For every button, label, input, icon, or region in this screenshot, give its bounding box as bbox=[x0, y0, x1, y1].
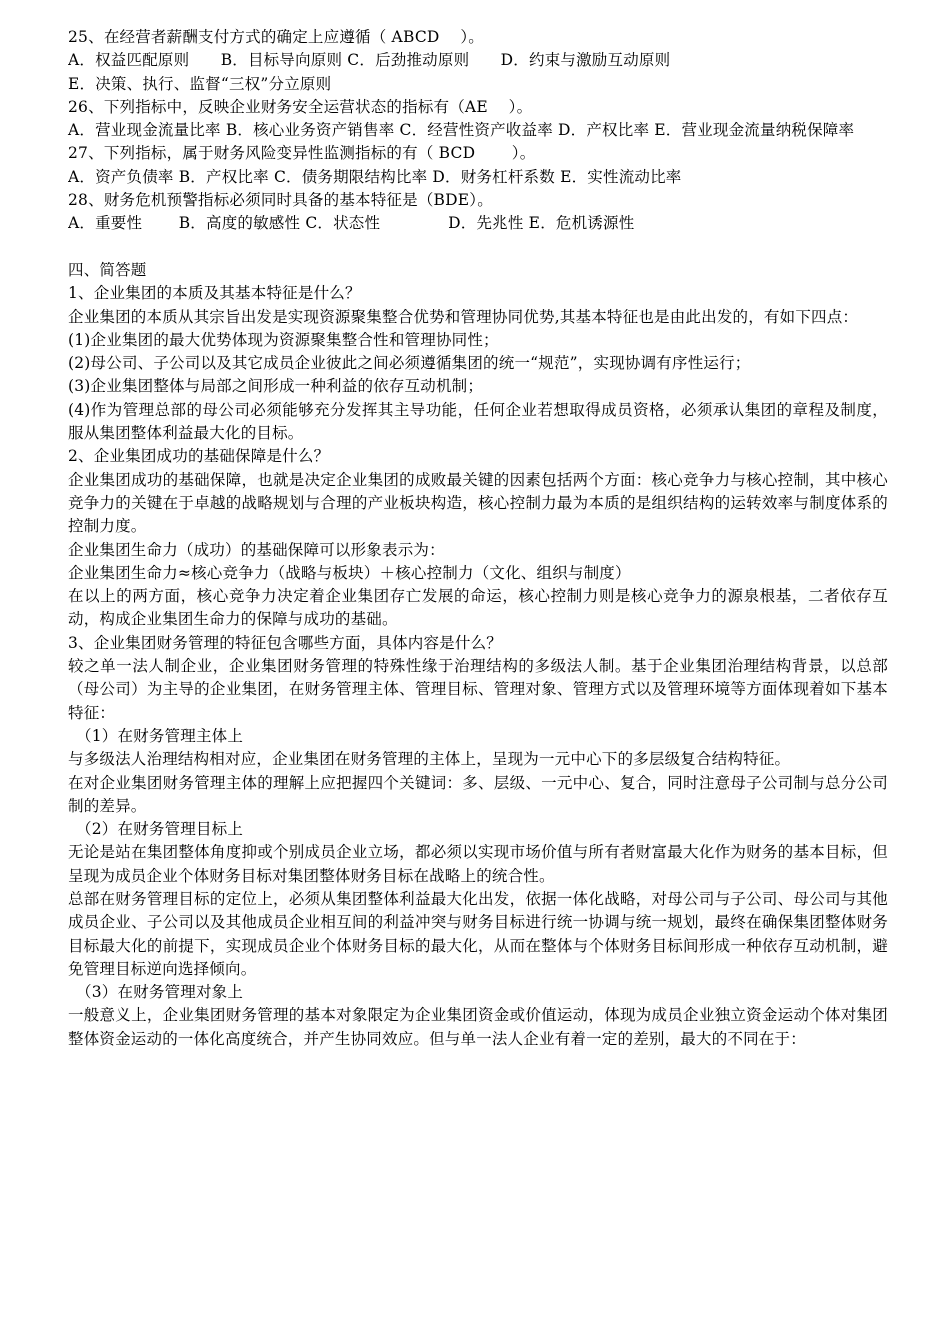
short-question-3: 3、企业集团财务管理的特征包含哪些方面，具体内容是什么？ bbox=[68, 633, 502, 652]
answer-3-heading-3: （3）在财务管理对象上 bbox=[76, 983, 244, 1002]
question-25-option-e: E．决策、执行、监督“三权”分立原则 bbox=[68, 74, 332, 93]
answer-2-para-2: 企业集团生命力（成功）的基础保障可以形象表示为： bbox=[68, 540, 445, 559]
question-28: 28、财务危机预警指标必须同时具备的基本特征是（BDE）。 bbox=[68, 191, 493, 210]
answer-1-intro: 企业集团的本质从其宗旨出发是实现资源聚集整合优势和管理协同优势,其基本特征也是由此出发的，有如下四点： bbox=[68, 307, 859, 326]
short-question-1: 1、企业集团的本质及其基本特征是什么？ bbox=[68, 284, 361, 303]
question-26-options: A．营业现金流量比率 B．核心业务资产销售率 C．经营性资产收益率 D．产权比率 E．营业现金流量纳税保障率 bbox=[68, 121, 855, 140]
question-28-options: A．重要性 B．高度的敏感性 C．状态性 D．先兆性 E．危机诱源性 bbox=[68, 214, 635, 233]
answer-1-point-1: (1)企业集团的最大优势体现为资源聚集整合性和管理协同性； bbox=[68, 330, 499, 349]
answer-3-heading-1-para-2: 在对企业集团财务管理主体的理解上应把握四个关键词：多、层级、一元中心、复合，同时注意母子公司制与总分公司制的差异。 bbox=[68, 773, 888, 815]
answer-2-para-4: 在以上的两方面，核心竞争力决定着企业集团存亡发展的命运，核心控制力则是核心竞争力的源泉根基，二者依存互动，构成企业集团生命力的保障与成功的基础。 bbox=[68, 587, 888, 629]
answer-2-para-1: 企业集团成功的基础保障，也就是决定企业集团的成败最关键的因素包括两个方面：核心竞争力与核心控制，其中核心竞争力的关键在于卓越的战略规划与合理的产业板块构造，核心控制力最为本质的是组织结构的运转效率与制度体系的控制力度。 bbox=[68, 470, 888, 536]
answer-2-formula: 企业集团生命力≈核心竞争力（战略与板块）＋核心控制力（文化、组织与制度） bbox=[68, 563, 631, 582]
question-25: 25、在经营者薪酬支付方式的确定上应遵循（ ABCD ）。 bbox=[68, 28, 484, 46]
answer-3-heading-3-para-1: 一般意义上，企业集团财务管理的基本对象限定为企业集团资金或价值运动，体现为成员企业独立资金运动个体对集团整体资金运动的一体化高度统合，并产生协同效应。但与单一法人企业有着一定的差别，最大的不同在于： bbox=[68, 1006, 888, 1048]
question-26: 26、下列指标中，反映企业财务安全运营状态的指标有（AE ）。 bbox=[68, 97, 533, 116]
short-question-2: 2、企业集团成功的基础保障是什么？ bbox=[68, 447, 330, 466]
answer-3-heading-2-para-1: 无论是站在集团整体角度抑或个别成员企业立场，都必须以实现市场价值与所有者财富最大化作为财务的基本目标，但呈现为成员企业个体财务目标对集团整体财务目标在战略上的统合性。 bbox=[68, 843, 888, 885]
answer-1-point-4: (4)作为管理总部的母公司必须能够充分发挥其主导功能，任何企业若想取得成员资格，必须承认集团的章程及制度，服从集团整体利益最大化的目标。 bbox=[68, 400, 888, 443]
answer-3-heading-1-para-1: 与多级法人治理结构相对应，企业集团在财务管理的主体上，呈现为一元中心下的多层级复合结构特征。 bbox=[68, 750, 791, 769]
answer-3-heading-2: （2）在财务管理目标上 bbox=[76, 820, 244, 839]
document-page bbox=[68, 26, 888, 1051]
answer-3-heading-2-para-2: 总部在财务管理目标的定位上，必须从集团整体利益最大化出发，依据一体化战略，对母公司与子公司、母公司与其他成员企业、子公司以及其他成员企业相互间的利益冲突与财务目标进行统一协调与统一规划，最终在确保集团整体财务目标最大化的前提下，实现成员企业个体财务目标的最大化，从而在整体与个体财务目标间形成一种依存互动机制，避免管理目标逆向选择倾向。 bbox=[68, 889, 888, 978]
section-title: 四、简答题 bbox=[68, 260, 147, 279]
spacer bbox=[68, 236, 888, 259]
question-25-options: A．权益匹配原则 B．目标导向原则 C．后劲推动原则 D．约束与激励互动原则 bbox=[68, 51, 671, 70]
answer-3-heading-1: （1）在财务管理主体上 bbox=[76, 726, 244, 745]
answer-1-point-2: (2)母公司、子公司以及其它成员企业彼此之间必须遵循集团的统一“规范”，实现协调有序性运行； bbox=[68, 354, 751, 373]
question-27-options: A．资产负债率 B．产权比率 C．债务期限结构比率 D．财务杠杆系数 E．实性流动比率 bbox=[68, 167, 682, 186]
answer-3-intro: 较之单一法人制企业，企业集团财务管理的特殊性缘于治理结构的多级法人制。基于企业集团治理结构背景，以总部（母公司）为主导的企业集团，在财务管理主体、管理目标、管理对象、管理方式以及管理环境等方面体现着如下基本特征： bbox=[68, 657, 888, 722]
answer-1-point-3: (3)企业集团整体与局部之间形成一种利益的依存互动机制； bbox=[68, 377, 484, 396]
question-27: 27、下列指标，属于财务风险变异性监测指标的有（ BCD ）。 bbox=[68, 144, 536, 163]
